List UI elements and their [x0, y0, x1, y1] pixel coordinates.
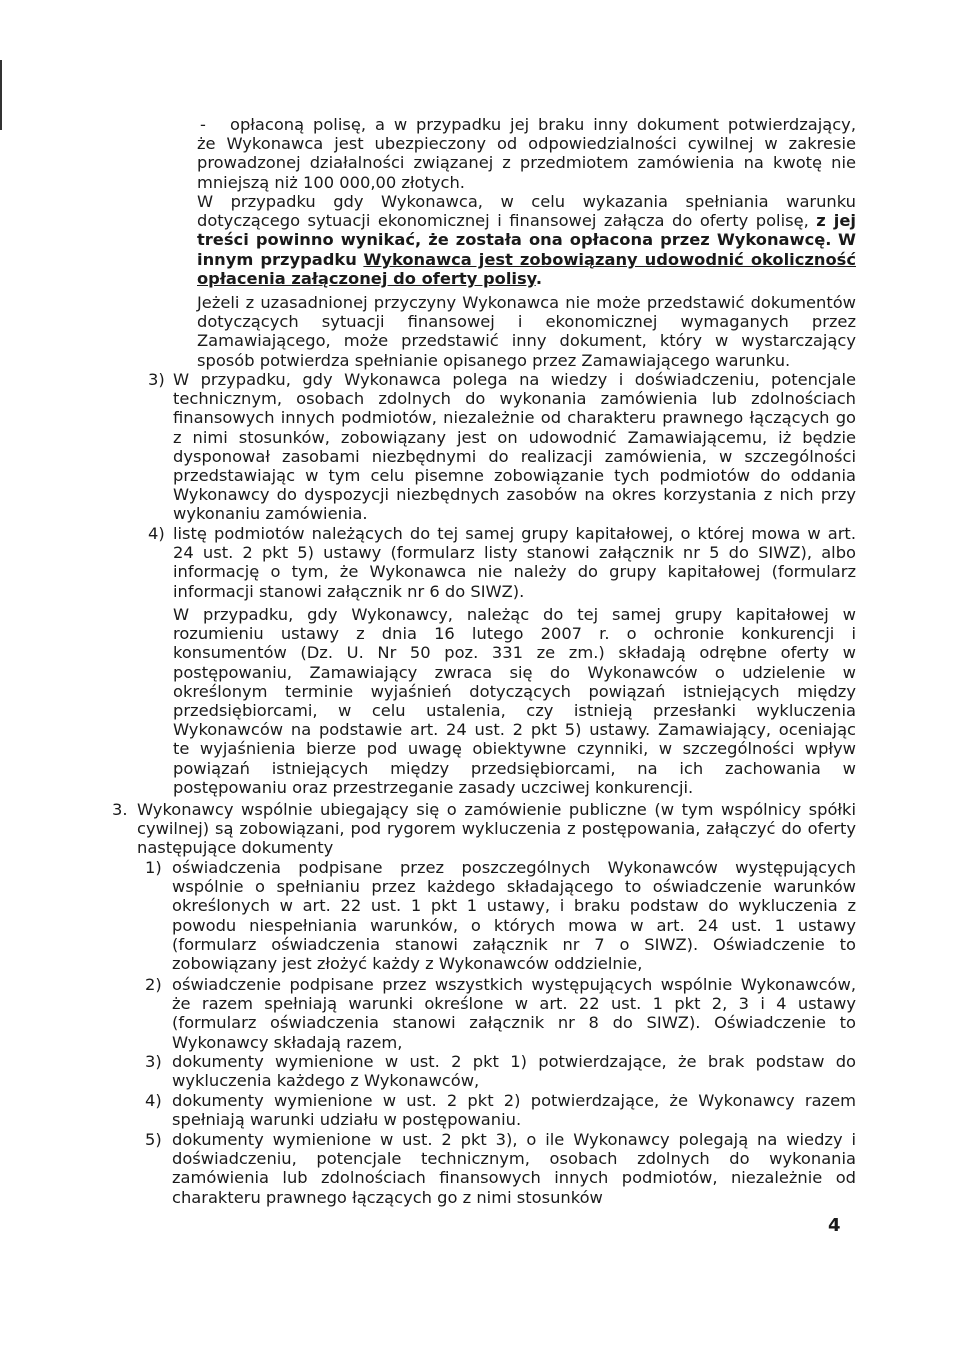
- list-marker: 3): [148, 370, 165, 389]
- text-line: dokumenty wymienione w ust. 2 pkt 2) potwierdzające, że Wykonawcy razem: [172, 1091, 856, 1110]
- list-item-individual-statements: [172, 858, 856, 973]
- text-fragment: .: [535, 268, 542, 288]
- text-line: że razem spełniają warunki określone w art. 22 ust. 1 pkt 2, 3 i 4 ustawy: [172, 994, 856, 1014]
- text-line: [197, 211, 856, 230]
- text-line: wykluczenia każdego z Wykonawców,: [172, 1071, 480, 1091]
- text-line: [197, 250, 856, 269]
- bold-fragment: z jej: [816, 211, 856, 231]
- text-line: [197, 269, 856, 288]
- text-line: informację o tym, że Wykonawca nie należy do grupy kapitałowej (formularz: [173, 562, 856, 582]
- list-item-third-party-resources: [172, 1130, 856, 1207]
- text-line: dysponował zasobami niezbędnymi do realizacji zamówienia, w szczególności: [173, 446, 856, 466]
- list-item-exclusion-documents: [172, 1052, 856, 1090]
- text-line: finansowych innych podmiotów, niezależnie od charakteru prawnego łączących go: [173, 408, 856, 428]
- list-item-participation-documents: [172, 1091, 856, 1129]
- text-line: powodu niespełniania warunków, o których mowa w art. 24 ust. 1 ustawy: [172, 915, 856, 935]
- text-line: wykonaniu zamówienia.: [173, 504, 368, 524]
- text-line: cywilnej) są zobowiązani, pod rygorem wykluczenia z postępowania, załączyć do oferty: [137, 819, 856, 839]
- bold-fragment: treści powinno wynikać, że została ona opłacona przez Wykonawcę.: [197, 230, 832, 250]
- page-number: 4: [828, 1215, 841, 1236]
- text-line: spełniają warunki udziału w postępowaniu.: [172, 1110, 522, 1130]
- list-marker: 2): [145, 975, 162, 994]
- text-line: doświadczeniu, potencjale technicznym, osobach zdolnych do wykonania: [172, 1149, 856, 1169]
- list-item-resources: [173, 370, 856, 524]
- text-line: 24 ust. 2 pkt 5) ustawy (formularz listy stanowi załącznik nr 5 do SIWZ), albo: [173, 543, 856, 563]
- text-line: W przypadku, gdy Wykonawca polega na wiedzy i doświadczeniu, potencjale: [173, 370, 856, 389]
- text-line: Zamawiającego, może przedstawić inny dokument, który w wystarczający: [197, 331, 856, 351]
- text-line: W przypadku gdy Wykonawca, w celu wykazania spełniania warunku: [197, 192, 856, 211]
- underlined-fragment: opłacenia załączonej do oferty polisy: [197, 268, 536, 288]
- text-line: Jeżeli z uzasadnionej przyczyny Wykonawca nie może przedstawić dokumentów: [197, 293, 856, 312]
- underlined-fragment: Wykonawca jest zobowiązany udowodnić okoliczność: [363, 249, 856, 269]
- text-line: dokumenty wymienione w ust. 2 pkt 1) potwierdzające, że brak podstaw do: [172, 1052, 856, 1071]
- list-marker: 4): [145, 1091, 162, 1110]
- text-line: listę podmiotów należących do tej samej grupy kapitałowej, o której mowa w art.: [173, 524, 856, 543]
- text-line: (formularz oświadczenia stanowi załącznik nr 8 do SIWZ). Oświadczenie to: [172, 1013, 856, 1033]
- text-line: Wykonawcy składają razem,: [172, 1032, 403, 1052]
- text-line: postępowaniu oraz przestrzeganie zasady uczciwej konkurencji.: [173, 777, 694, 797]
- list-marker: 4): [148, 524, 165, 543]
- text-line: określonym terminie wyjaśnień dotyczących powiązań istniejących między: [173, 681, 856, 701]
- text-line: przedsiębiorcami, w celu ustalenia, czy istnieją przesłanki wykluczenia: [173, 700, 856, 720]
- scan-edge-mark: [0, 60, 2, 130]
- text-line: rozumieniu ustawy z dnia 16 lutego 2007 r. o ochronie konkurencji i: [173, 624, 856, 644]
- text-line: (formularz oświadczenia stanowi załącznik nr 7 o SIWZ). Oświadczenie to: [172, 934, 856, 954]
- paragraph-policy-payment: [197, 192, 856, 288]
- dash-marker: -: [200, 115, 206, 134]
- text-line: powiązań istniejących między przedsiębiorcami, na ich zachowania w: [173, 758, 856, 778]
- text-line: mniejszą niż 100 000,00 złotych.: [197, 172, 465, 192]
- text-line: że Wykonawca jest ubezpieczony od odpowiedzialności cywilnej w zakresie: [197, 134, 856, 154]
- text-line: wspólnie o spełnianiu przez każdego składającego to oświadczenie warunków: [172, 877, 856, 897]
- text-line: postępowaniu, Zamawiający zwraca się do Wykonawców o udzielenie w: [173, 662, 856, 682]
- text-line: oświadczenia podpisane przez poszczególnych Wykonawców występujących: [172, 858, 856, 877]
- text-line: te wyjaśnienia bierze pod uwagę obiektywne czynniki, w szczególności wpływ: [173, 739, 856, 759]
- text-line: Wykonawcy do dyspozycji niezbędnych zasobów na okres korzystania z nich przy: [173, 485, 856, 505]
- list-item-capital-group: [173, 524, 856, 601]
- bold-fragment: innym przypadku: [197, 249, 357, 269]
- paragraph-capital-group-explanation: [173, 605, 856, 797]
- list-marker: 5): [145, 1130, 162, 1149]
- list-marker: 3): [145, 1052, 162, 1071]
- text-line: Wykonawców na podstawie art. 24 ust. 2 pkt 5) ustawy. Zamawiający, oceniając: [173, 720, 856, 740]
- text-line: określonych w art. 22 ust. 1 pkt 1 ustawy, i braku podstaw do wykluczenia z: [172, 896, 856, 916]
- text-line: konsumentów (Dz. U. Nr 50 poz. 331 ze zm.) składają odrębne oferty w: [173, 643, 856, 663]
- text-line: prowadzonej działalności związanej z przedmiotem zamówienia na kwotę nie: [197, 153, 856, 173]
- text-line: z nimi stosunków, zobowiązany jest on udowodnić Zamawiającemu, iż będzie: [173, 427, 856, 447]
- text-line: technicznym, osobach zdolnych do wykonania zamówienia lub zdolnościach: [173, 389, 856, 409]
- paragraph-alternative-document: [197, 293, 856, 370]
- text-line: dokumenty wymienione w ust. 2 pkt 3), o ile Wykonawcy polegają na wiedzy i: [172, 1130, 856, 1149]
- text-line: Wykonawcy wspólnie ubiegający się o zamówienie publiczne (w tym wspólnicy spółki: [137, 800, 856, 819]
- text-fragment: dotyczącego sytuacji ekonomicznej i finansowej załącza do oferty polisę,: [197, 211, 809, 231]
- list-item-joint-statement: [172, 975, 856, 1052]
- text-line: następujące dokumenty: [137, 838, 334, 858]
- section-marker: 3.: [112, 800, 128, 819]
- text-line: [197, 230, 856, 249]
- text-line: zobowiązany jest złożyć każdy z Wykonawców oddzielnie,: [172, 953, 643, 973]
- list-marker: 1): [145, 858, 162, 877]
- text-line: oświadczenie podpisane przez wszystkich występujących wspólnie Wykonawców,: [172, 975, 856, 994]
- text-line: sposób potwierdza spełnianie opisanego przez Zamawiającego warunku.: [197, 350, 791, 370]
- paragraph-insurance-policy: [197, 115, 856, 192]
- text-line: opłaconą polisę, a w przypadku jej braku inny dokument potwierdzający,: [230, 115, 856, 134]
- text-line: dotyczących sytuacji finansowej i ekonomicznej wymaganych przez: [197, 312, 856, 332]
- text-line: charakteru prawnego łączących go z nimi stosunków: [172, 1187, 603, 1207]
- section-joint-bidders: [137, 800, 856, 858]
- bold-fragment: W: [838, 230, 856, 250]
- text-line: W przypadku, gdy Wykonawcy, należąc do tej samej grupy kapitałowej w: [173, 605, 856, 624]
- text-line: zamówienia lub zdolnościach finansowych innych podmiotów, niezależnie od: [172, 1168, 856, 1188]
- text-line: przedstawiając w tym celu pisemne zobowiązanie tych podmiotów do oddania: [173, 465, 856, 485]
- text-line: informacji stanowi załącznik nr 6 do SIWZ).: [173, 581, 525, 601]
